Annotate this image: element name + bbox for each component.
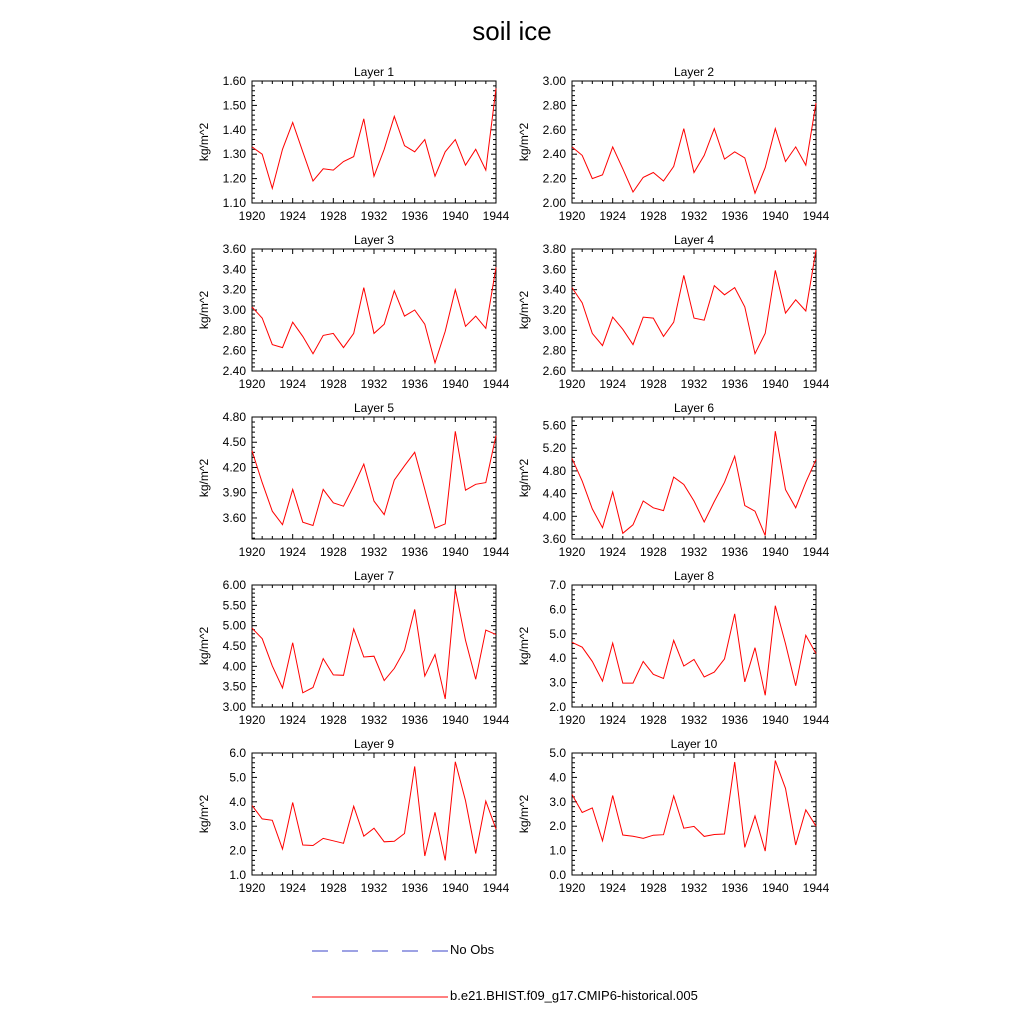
y-tick-label: 3.90 [222, 485, 246, 500]
y-tick-label: 2.40 [222, 364, 246, 378]
y-tick-label: 2.0 [549, 700, 566, 714]
legend-label-model: b.e21.BHIST.f09_g17.CMIP6-historical.005 [450, 988, 698, 1003]
y-tick-label: 4.50 [222, 435, 246, 450]
series-line [252, 589, 496, 699]
x-tick-label: 1940 [761, 209, 789, 223]
y-axis-label: kg/m^2 [197, 794, 211, 834]
y-tick-label: 1.40 [222, 122, 246, 137]
y-tick-label: 4.80 [222, 410, 246, 424]
x-tick-label: 1936 [401, 713, 429, 727]
y-axis-label: kg/m^2 [197, 626, 211, 666]
x-tick-label: 1924 [279, 881, 307, 895]
x-tick-label: 1924 [599, 209, 627, 223]
y-tick-label: 2.80 [222, 323, 246, 338]
x-tick-label: 1936 [721, 209, 749, 223]
x-tick-label: 1924 [279, 209, 307, 223]
x-tick-label: 1928 [639, 881, 667, 895]
y-tick-label: 5.0 [549, 746, 566, 760]
x-tick-label: 1920 [558, 713, 586, 727]
panel-title: Layer 4 [673, 233, 715, 247]
y-tick-label: 1.0 [229, 868, 246, 882]
y-tick-label: 1.50 [222, 98, 246, 113]
y-axis-label: kg/m^2 [517, 626, 531, 666]
x-tick-label: 1924 [279, 713, 307, 727]
series-line [252, 762, 496, 861]
x-tick-label: 1940 [761, 377, 789, 391]
x-tick-label: 1940 [761, 881, 789, 895]
y-tick-label: 4.20 [222, 460, 246, 475]
x-tick-label: 1944 [802, 209, 830, 223]
plot-frame [252, 249, 496, 371]
y-tick-label: 4.0 [549, 651, 566, 666]
y-tick-label: 5.0 [229, 770, 246, 785]
panel-title: Layer 6 [673, 401, 715, 415]
y-tick-label: 4.50 [222, 639, 246, 653]
x-tick-label: 1940 [441, 377, 469, 391]
x-tick-label: 1944 [802, 545, 830, 559]
series-line [572, 431, 816, 535]
plot-frame [572, 249, 816, 371]
legend-swatch-dashed [312, 941, 452, 961]
y-tick-label: 4.40 [542, 486, 566, 501]
series-line [572, 606, 816, 696]
legend-entry-model [312, 987, 832, 1007]
x-tick-label: 1928 [639, 713, 667, 727]
panel-title: Layer 9 [353, 737, 395, 751]
legend-entry-obs [312, 941, 612, 961]
panel-title: Layer 8 [673, 569, 715, 583]
x-tick-label: 1924 [279, 377, 307, 391]
panel-title: Layer 3 [353, 233, 395, 247]
y-tick-label: 3.40 [542, 282, 566, 297]
y-tick-label: 5.50 [222, 598, 246, 613]
y-tick-label: 6.00 [222, 578, 246, 592]
y-axis-label: kg/m^2 [517, 794, 531, 834]
x-tick-label: 1924 [279, 545, 307, 559]
y-axis-label: kg/m^2 [197, 458, 211, 498]
x-tick-label: 1936 [401, 545, 429, 559]
chart-panel-4 [517, 233, 830, 391]
legend-label-obs: No Obs [450, 942, 495, 957]
y-tick-label: 1.30 [222, 147, 246, 162]
y-tick-label: 3.60 [542, 262, 566, 277]
y-tick-label: 6.0 [229, 746, 246, 760]
y-tick-label: 1.10 [222, 196, 246, 210]
x-tick-label: 1920 [238, 209, 266, 223]
chart-panel-10 [517, 737, 830, 895]
y-tick-label: 2.60 [542, 364, 566, 378]
y-axis-label: kg/m^2 [517, 458, 531, 498]
plot-frame [252, 585, 496, 707]
y-tick-label: 2.40 [542, 147, 566, 162]
series-line [572, 761, 816, 852]
x-tick-label: 1932 [680, 209, 708, 223]
plot-frame [252, 81, 496, 203]
x-tick-label: 1944 [802, 881, 830, 895]
panel-title: Layer 5 [353, 401, 395, 415]
x-tick-label: 1936 [721, 881, 749, 895]
y-axis-label: kg/m^2 [517, 122, 531, 162]
x-tick-label: 1924 [599, 377, 627, 391]
y-tick-label: 7.0 [549, 578, 566, 592]
x-tick-label: 1944 [802, 377, 830, 391]
y-tick-label: 1.0 [549, 843, 566, 858]
page-title: soil ice [472, 16, 552, 46]
y-tick-label: 3.0 [229, 819, 246, 834]
x-tick-label: 1928 [639, 209, 667, 223]
x-tick-label: 1920 [238, 377, 266, 391]
y-tick-label: 3.00 [542, 323, 566, 338]
y-tick-label: 4.00 [542, 509, 566, 524]
x-tick-label: 1940 [441, 713, 469, 727]
y-tick-label: 5.20 [542, 441, 566, 456]
x-tick-label: 1936 [721, 377, 749, 391]
x-tick-label: 1940 [761, 713, 789, 727]
chart-panel-7 [197, 569, 510, 727]
x-tick-label: 1932 [360, 377, 388, 391]
x-tick-label: 1928 [639, 377, 667, 391]
x-tick-label: 1920 [558, 545, 586, 559]
y-tick-label: 3.0 [549, 675, 566, 690]
y-tick-label: 3.0 [549, 794, 566, 809]
x-tick-label: 1936 [401, 881, 429, 895]
y-tick-label: 6.0 [549, 602, 566, 617]
x-tick-label: 1940 [441, 881, 469, 895]
x-tick-label: 1940 [441, 545, 469, 559]
y-axis-label: kg/m^2 [197, 122, 211, 162]
y-tick-label: 4.80 [542, 463, 566, 478]
y-tick-label: 3.60 [542, 532, 566, 546]
y-tick-label: 1.20 [222, 171, 246, 186]
series-line [252, 88, 496, 188]
series-line [252, 431, 496, 528]
y-tick-label: 4.0 [549, 770, 566, 785]
x-tick-label: 1928 [639, 545, 667, 559]
x-tick-label: 1924 [599, 545, 627, 559]
y-tick-label: 5.60 [542, 418, 566, 433]
x-tick-label: 1920 [558, 881, 586, 895]
x-tick-label: 1928 [319, 377, 347, 391]
y-axis-label: kg/m^2 [517, 290, 531, 330]
y-tick-label: 3.80 [542, 242, 566, 256]
y-tick-label: 3.00 [542, 74, 566, 88]
chart-panel-3 [197, 233, 510, 391]
x-tick-label: 1932 [680, 881, 708, 895]
x-tick-label: 1932 [360, 545, 388, 559]
x-tick-label: 1936 [721, 713, 749, 727]
y-tick-label: 2.60 [222, 343, 246, 358]
series-line [572, 250, 816, 354]
x-tick-label: 1920 [238, 713, 266, 727]
y-tick-label: 5.0 [549, 626, 566, 641]
x-tick-label: 1924 [599, 881, 627, 895]
plot-frame [252, 753, 496, 875]
x-tick-label: 1936 [401, 377, 429, 391]
x-tick-label: 1928 [319, 713, 347, 727]
y-tick-label: 2.60 [542, 122, 566, 137]
y-tick-label: 0.0 [549, 868, 566, 882]
x-tick-label: 1924 [599, 713, 627, 727]
x-tick-label: 1944 [482, 713, 510, 727]
x-tick-label: 1944 [482, 377, 510, 391]
x-tick-label: 1932 [680, 545, 708, 559]
x-tick-label: 1944 [482, 881, 510, 895]
x-tick-label: 1928 [319, 545, 347, 559]
x-tick-label: 1928 [319, 881, 347, 895]
y-tick-label: 3.50 [222, 679, 246, 694]
x-tick-label: 1932 [680, 377, 708, 391]
y-tick-label: 2.80 [542, 343, 566, 358]
x-tick-label: 1928 [319, 209, 347, 223]
y-axis-label: kg/m^2 [197, 290, 211, 330]
x-tick-label: 1920 [558, 209, 586, 223]
y-tick-label: 3.20 [542, 303, 566, 317]
y-tick-label: 3.00 [222, 303, 246, 317]
y-tick-label: 5.00 [222, 618, 246, 633]
x-tick-label: 1944 [482, 545, 510, 559]
x-tick-label: 1932 [360, 713, 388, 727]
y-tick-label: 2.0 [549, 819, 566, 834]
y-tick-label: 3.60 [222, 242, 246, 256]
legend-swatch-solid [312, 987, 452, 1007]
y-tick-label: 4.0 [229, 794, 246, 809]
x-tick-label: 1932 [360, 881, 388, 895]
panel-title: Layer 10 [670, 737, 718, 751]
x-tick-label: 1940 [761, 545, 789, 559]
x-tick-label: 1944 [802, 713, 830, 727]
chart-panel-9 [197, 737, 510, 895]
y-tick-label: 3.60 [222, 510, 246, 525]
series-line [252, 267, 496, 363]
y-tick-label: 3.40 [222, 262, 246, 277]
series-line [572, 103, 816, 193]
x-tick-label: 1944 [482, 209, 510, 223]
y-tick-label: 2.80 [542, 98, 566, 113]
y-tick-label: 2.20 [542, 171, 566, 186]
y-tick-label: 3.00 [222, 700, 246, 714]
y-tick-label: 1.60 [222, 74, 246, 88]
y-tick-label: 4.00 [222, 659, 246, 674]
chart-panel-2 [517, 65, 830, 223]
x-tick-label: 1936 [721, 545, 749, 559]
x-tick-label: 1932 [360, 209, 388, 223]
plot-frame [572, 585, 816, 707]
x-tick-label: 1940 [441, 209, 469, 223]
panel-title: Layer 2 [673, 65, 715, 79]
chart-panel-5 [197, 401, 510, 559]
plot-frame [572, 417, 816, 539]
x-tick-label: 1932 [680, 713, 708, 727]
y-tick-label: 2.00 [542, 196, 566, 210]
y-tick-label: 3.20 [222, 282, 246, 297]
y-tick-label: 2.0 [229, 843, 246, 858]
chart-panel-1 [197, 65, 510, 223]
x-tick-label: 1920 [558, 377, 586, 391]
panel-title: Layer 1 [353, 65, 395, 79]
chart-panel-8 [517, 569, 830, 727]
plot-frame [252, 417, 496, 539]
x-tick-label: 1920 [238, 881, 266, 895]
panel-title: Layer 7 [353, 569, 395, 583]
chart-panel-6 [517, 401, 830, 559]
x-tick-label: 1936 [401, 209, 429, 223]
x-tick-label: 1920 [238, 545, 266, 559]
